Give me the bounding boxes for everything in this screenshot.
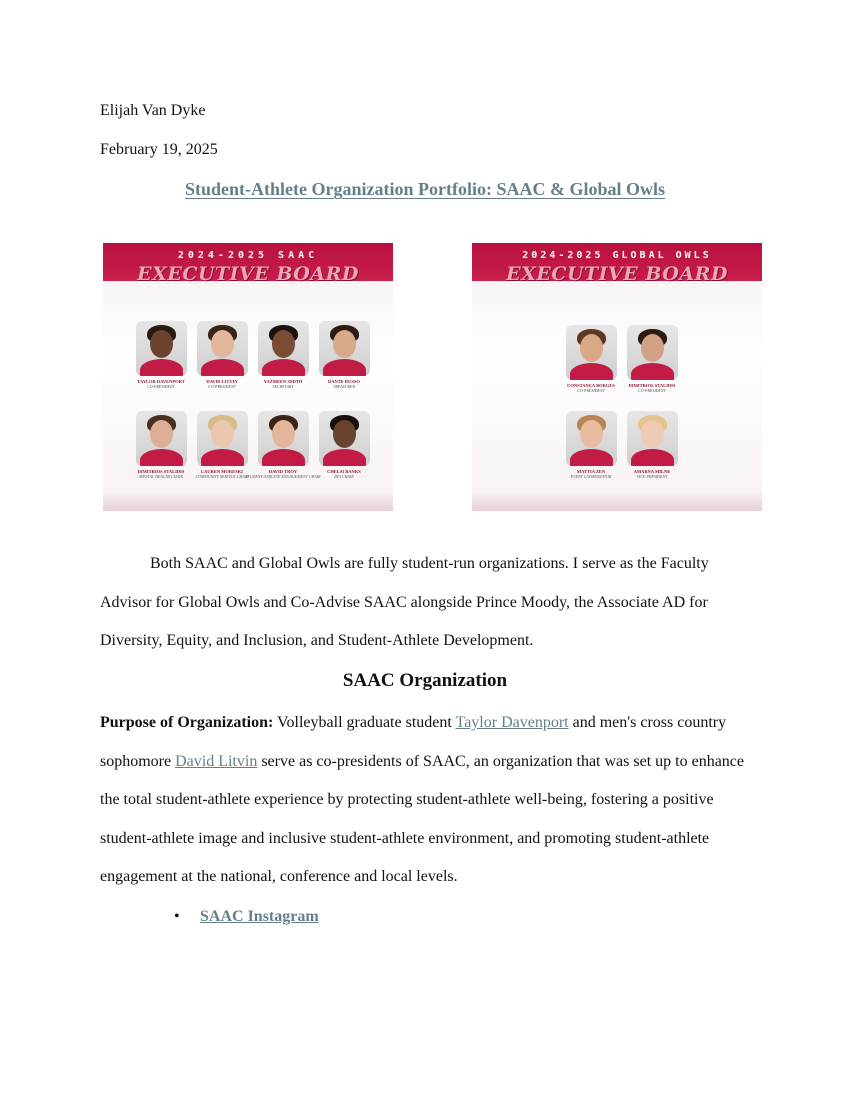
- board-member: [614, 411, 690, 479]
- title-link[interactable]: Student-Athlete Organization Portfolio: SAAC & Global Owls: [185, 179, 665, 199]
- member-role: STUDENT-ATHLETE ENGAGEMENT CHAIR: [245, 474, 321, 479]
- member-role: VICE PRESIDENT: [636, 474, 668, 479]
- david-litvin-link[interactable]: David Litvin: [175, 752, 258, 770]
- intro-paragraph: Both SAAC and Global Owls are fully student-run organizations. I serve as the Faculty Advisor for Global Owls and Co-Advise SAAC alongside Prince Moody, the Associate AD for Diversity, Equity, and Inclusion, and Student-Athlete Development.: [100, 555, 709, 649]
- bullet-dot-icon: •: [174, 908, 180, 925]
- member-role: CO-PRESIDENT: [638, 388, 666, 393]
- member-name: AMARNA MILNE: [633, 469, 671, 474]
- taylor-davenport-link[interactable]: Taylor Davenport: [455, 714, 569, 731]
- document-title: [0, 179, 850, 200]
- member-photo: [627, 325, 678, 380]
- board-member: [614, 325, 690, 393]
- member-photo: [319, 411, 370, 466]
- global-owls-executive-board-image: [472, 243, 762, 511]
- member-name: CHELSI BANKS: [327, 469, 361, 474]
- saac-executive-board-image: [103, 243, 393, 511]
- member-photo: [566, 325, 617, 380]
- member-photo: [566, 411, 617, 466]
- member-role: CO-PRESIDENT: [147, 384, 175, 389]
- member-role: DEI CHAIR: [334, 474, 354, 479]
- document-date: February 19, 2025: [100, 141, 218, 158]
- saac-board-subtitle: EXECUTIVE BOARD: [137, 263, 359, 285]
- member-role: COMMUNITY SERVICE CHAIR: [195, 474, 249, 479]
- member-photo: [319, 321, 370, 376]
- member-name: DAVID TROY: [268, 469, 298, 474]
- board-member: [306, 411, 382, 479]
- member-photo: [136, 411, 187, 466]
- member-name: DANTE RUSSO: [328, 379, 360, 384]
- member-role: TREASURER: [333, 384, 355, 389]
- member-role: SECRETARY: [272, 384, 294, 389]
- purpose-label: Purpose of Organization:: [100, 714, 274, 731]
- saac-section-heading: SAAC Organization: [342, 670, 508, 691]
- member-role: EVENT COORDINATOR: [570, 474, 612, 479]
- saac-purpose-paragraph: [100, 704, 750, 897]
- saac-season-label: 2024-2025 SAAC: [177, 250, 319, 261]
- member-name: DAVID LITVIN: [206, 379, 238, 384]
- member-role: CO-PRESIDENT: [208, 384, 236, 389]
- member-role: CO-PRESIDENT: [577, 388, 605, 393]
- member-name: LAUREN MORESKI: [201, 469, 243, 474]
- member-photo: [627, 411, 678, 466]
- member-name: YAZMEEN SMITH: [263, 379, 303, 384]
- author-name: Elijah Van Dyke: [100, 102, 206, 119]
- member-photo: [136, 321, 187, 376]
- saac-bullet-list: [174, 907, 319, 927]
- saac-instagram-link[interactable]: SAAC Instagram: [200, 908, 319, 925]
- member-photo: [197, 321, 248, 376]
- purpose-text-3: serve as co-presidents of SAAC, an organization that was set up to enhance the total student-athlete experience by protecting student-athlete well-being, fostering a positive student-athlete image and inclusive student-athlete environment, and promoting student-athlete engagement at the national, conference and local levels.: [100, 752, 745, 885]
- member-name: DIMITRIOS STALIDIS: [628, 383, 676, 388]
- member-photo: [258, 411, 309, 466]
- global-owls-board-subtitle: EXECUTIVE BOARD: [506, 263, 728, 285]
- member-name: TAYLOR DAVENPORT: [137, 379, 185, 384]
- member-photo: [258, 321, 309, 376]
- board-member: [306, 321, 382, 389]
- member-photo: [197, 411, 248, 466]
- member-name: DIMITRIOS STALIDIS: [137, 469, 185, 474]
- global-owls-season-label: 2024-2025 GLOBAL OWLS: [522, 250, 712, 261]
- member-name: CONSTANÇA BORGES: [567, 383, 615, 388]
- purpose-text-1: Volleyball graduate student: [273, 714, 456, 731]
- member-name: MATTIA ZEN: [576, 469, 606, 474]
- purpose-text-2: and men's cross country sophomore: [100, 714, 727, 770]
- member-role: MENTAL HEALTH CHAIR: [139, 474, 183, 479]
